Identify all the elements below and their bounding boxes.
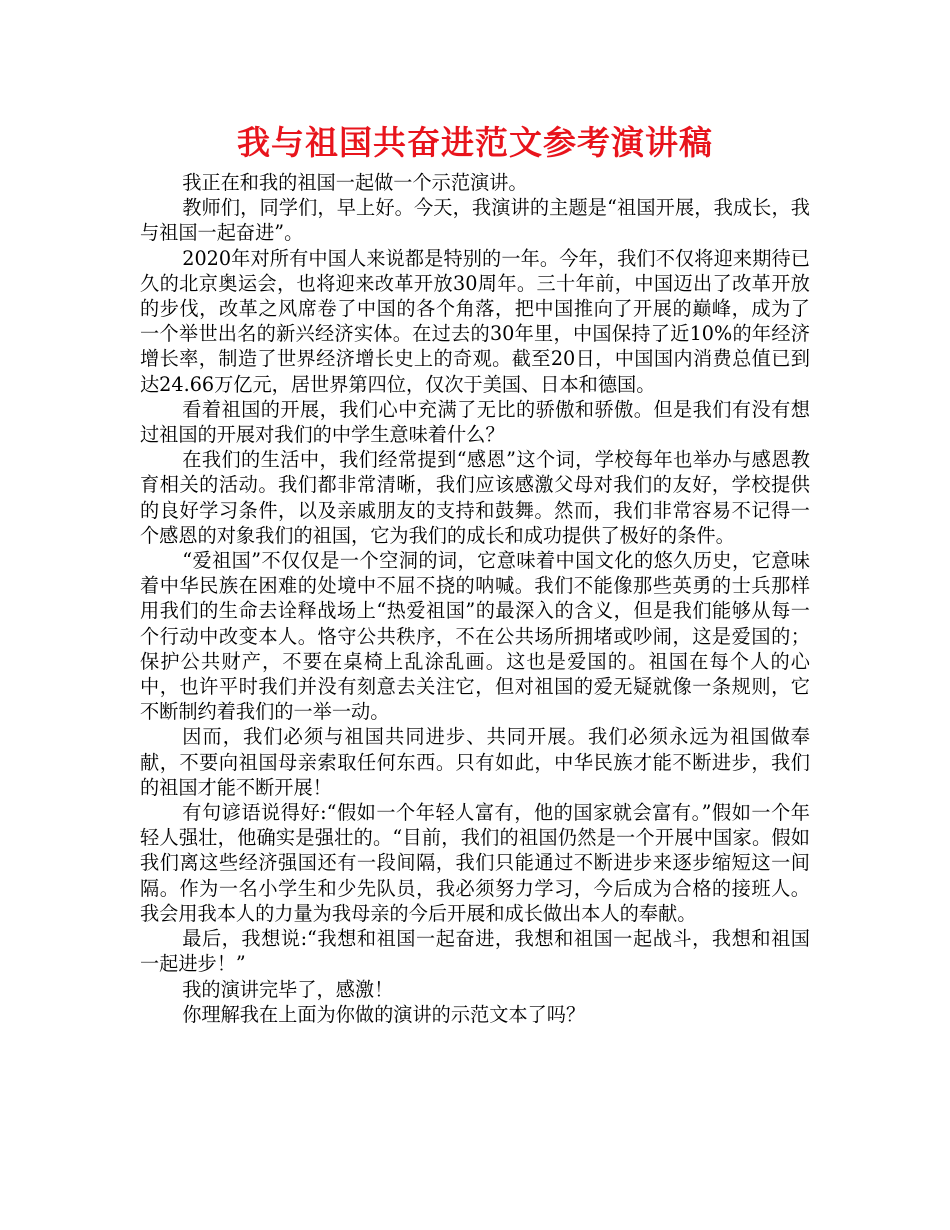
paragraph-pride: 看着祖国的开展，我们心中充满了无比的骄傲和骄傲。但是我们有没有想过祖国的开展对我们的中学生意味着什么？ <box>140 397 810 447</box>
paragraph-conclusion: 最后，我想说:“我想和祖国一起奋进，我想和祖国一起战斗，我想和祖国一起进步！” <box>140 927 810 976</box>
paragraph-closing-question: 你理解我在上面为你做的演讲的示范文本了吗？ <box>182 1002 586 1026</box>
paragraph-thanks: 我的演讲完毕了，感激！ <box>182 977 394 1001</box>
paragraph-gratitude: 在我们的生活中，我们经常提到“感恩”这个词，学校每年也举办与感恩教育相关的活动。我们都非常清晰，我们应该感激父母对我们的友好，学校提供的良好学习条件，以及亲戚朋友的支持和鼓舞。然而，我们非常容易不记得一个感恩的对象我们的祖国，它为我们的成长和成功提供了极好的条件。 <box>140 448 810 547</box>
document-title: 我与祖国共奋进范文参考演讲稿 <box>237 123 713 162</box>
paragraph-proverb: 有句谚语说得好:“假如一个年轻人富有，他的国家就会富有。”假如一个年轻人强壮，他确实是强壮的。“目前，我们的祖国仍然是一个开展中国家。假如我们离这些经济强国还有一段间隔，我们只能通过不断进步来逐步缩短这一间隔。作为一名小学生和少先队员，我必须努力学习，今后成为合格的接班人。我会用我本人的力量为我母亲的今后开展和成长做出本人的奉献。 <box>140 801 810 925</box>
paragraph-patriotism: “爱祖国”不仅仅是一个空洞的词，它意味着中国文化的悠久历史，它意味着中华民族在困难的处境中不屈不挠的呐喊。我们不能像那些英勇的士兵那样用我们的生命去诠释战场上“热爱祖国”的最深入的含义，但是我们能够从每一个行动中改变本人。恪守公共秩序，不在公共场所拥堵或吵闹，这是爱国的；保护公共财产，不要在桌椅上乱涂乱画。这也是爱国的。祖国在每个人的心中，也许平时我们并没有刻意去关注它，但对祖国的爱无疑就像一条规则，它不断制约着我们的一举一动。 <box>140 549 810 724</box>
document-page <box>140 120 810 1027</box>
document-body <box>140 170 810 1027</box>
paragraph-greeting: 教师们，同学们，早上好。今天，我演讲的主题是“祖国开展，我成长，我与祖国一起奋进”。 <box>140 196 810 245</box>
paragraph-reform: 2020年对所有中国人来说都是特别的一年。今年，我们不仅将迎来期待已久的北京奥运会，也将迎来改革开放30周年。三十年前，中国迈出了改革开放的步伐，改革之风席卷了中国的各个角落，把中国推向了开展的巅峰，成为了一个举世出名的新兴经济实体。在过去的30年里，中国保持了近10%的年经济增长率，制造了世界经济增长史上的奇观。截至20日，中国国内消费总值已到达24.66万亿元，居世界第四位，仅次于美国、日本和德国。 <box>140 246 810 396</box>
paragraph-intro: 我正在和我的祖国一起做一个示范演讲。 <box>182 171 528 194</box>
paragraph-progress: 因而，我们必须与祖国共同进步、共同开展。我们必须永远为祖国做奉献，不要向祖国母亲索取任何东西。只有如此，中华民族才能不断进步，我们的祖国才能不断开展！ <box>140 725 810 799</box>
